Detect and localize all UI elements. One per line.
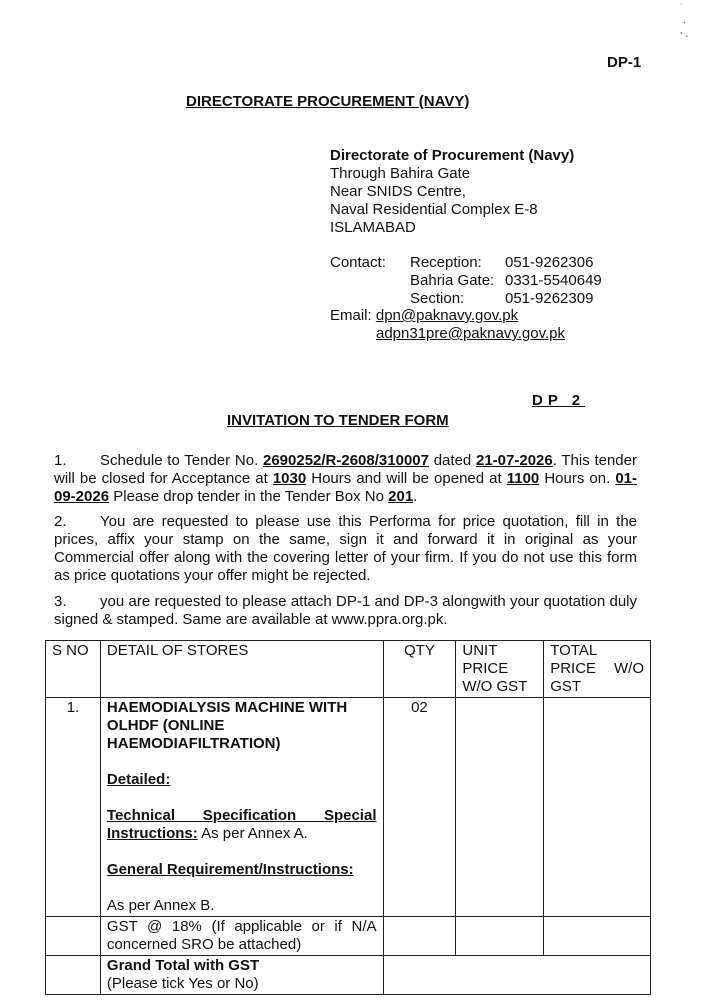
opening-time: 1100 [506, 470, 540, 487]
grand-total-label: Grand Total with GST [106, 957, 260, 974]
grand-total-value-cell[interactable] [383, 956, 651, 995]
tech-spec-label: Technical Specification Special Instructions: [106, 807, 377, 842]
para-text: you are requested to please attach DP-1 and DP-3 alongwith your quotation duly signed & stamped. Same are available at www.ppra.org.pk. [54, 593, 637, 628]
closing-time: 1030 [272, 470, 307, 487]
table-header-row [46, 641, 651, 698]
tender-box-number: 201 [388, 488, 414, 505]
empty-cell [46, 956, 101, 995]
detailed-heading: Detailed: [106, 771, 171, 788]
tech-spec-value: As per Annex A. [197, 825, 308, 842]
general-requirement-label: General Requirement/Instructions: [106, 861, 354, 878]
form-code-dp2: DP 2 [532, 392, 586, 409]
paragraph-1 [54, 452, 637, 506]
scan-marks: ˙ · ’ - [680, 3, 689, 42]
para-text: . This tender will be closed for Acceptance at [54, 452, 637, 487]
address-block [330, 147, 574, 237]
gst-total-cell[interactable] [544, 917, 651, 956]
gst-row [46, 917, 651, 956]
reception-phone: 051-9262306 [505, 254, 594, 271]
para-text: Schedule to Tender No. [100, 452, 263, 469]
opening-date: 01-09-2026 [54, 470, 637, 505]
email-link-adpn[interactable]: adpn31pre@paknavy.gov.pk [376, 325, 565, 342]
header-total-price: TOTAL PRICE W/O GST [544, 641, 651, 698]
header-detail: DETAIL OF STORES [100, 641, 383, 698]
para-text: Hours on. [539, 470, 616, 487]
para-number: 3. [54, 593, 67, 610]
row-total-price[interactable] [544, 698, 651, 917]
header-sno: S NO [46, 641, 101, 698]
row-detail [100, 698, 383, 917]
form-code-dp1: DP-1 [607, 54, 642, 71]
empty-cell [46, 917, 101, 956]
row-qty: 02 [383, 698, 456, 917]
email-link-dpn[interactable]: dpn@paknavy.gov.pk [375, 307, 519, 324]
stores-table [45, 640, 651, 995]
paragraph-3 [54, 593, 637, 629]
reception-label: Reception: [410, 254, 482, 271]
gst-label: GST @ 18% (If applicable or if N/A concerned SRO be attached) [100, 917, 383, 956]
section-label: Section: [410, 290, 465, 307]
gate-label: Bahria Gate: [410, 272, 495, 289]
paragraph-2 [54, 513, 637, 585]
address-name: Directorate of Procurement (Navy) [330, 147, 575, 164]
general-requirement-value: As per Annex B. [106, 897, 215, 914]
gst-unit-cell[interactable] [456, 917, 544, 956]
table-row [46, 698, 651, 917]
directorate-title: DIRECTORATE PROCUREMENT (NAVY) [186, 93, 470, 110]
contact-label: Contact: [330, 254, 386, 271]
para-text: Please drop tender in the Tender Box No [109, 488, 389, 505]
para-number: 1. [54, 452, 67, 469]
item-name: HAEMODIALYSIS MACHINE WITH OLHDF (ONLINE HAEMODIAFILTRATION) [106, 699, 348, 752]
tech-spec [107, 807, 377, 843]
address-city: ISLAMABAD [330, 219, 416, 236]
address-line: Naval Residential Complex E-8 [330, 201, 538, 218]
para-text: dated [428, 452, 476, 469]
para-text: . [413, 488, 418, 505]
para-number: 2. [54, 513, 67, 530]
row-sno: 1. [46, 698, 101, 917]
tender-date: 21-07-2026 [476, 452, 553, 469]
para-text: You are requested to please use this Performa for price quotation, fill in the prices, affix your stamp on the same, sign it and forward it in original as your Commercial offer along with the covering letter of your firm. If you do not use this form as price quotations your offer might be rejected. [54, 513, 637, 584]
header-unit-price: UNIT PRICE W/O GST [456, 641, 544, 698]
tender-number: 2690252/R-2608/310007 [262, 452, 429, 469]
grand-total-note: (Please tick Yes or No) [106, 975, 259, 992]
section-phone: 051-9262309 [505, 290, 594, 307]
grand-total-row [46, 956, 651, 995]
header-qty: QTY [383, 641, 456, 698]
grand-total-cell [100, 956, 383, 995]
form-title: INVITATION TO TENDER FORM [227, 412, 449, 429]
address-line: Through Bahira Gate [330, 165, 471, 182]
email-block [330, 307, 565, 343]
para-text: Hours and will be opened at [306, 470, 507, 487]
address-line: Near SNIDS Centre, [330, 183, 466, 200]
empty-cell [383, 917, 456, 956]
email-label: Email: [330, 307, 372, 324]
gate-phone: 0331-5540649 [505, 272, 602, 289]
row-unit-price[interactable] [456, 698, 544, 917]
